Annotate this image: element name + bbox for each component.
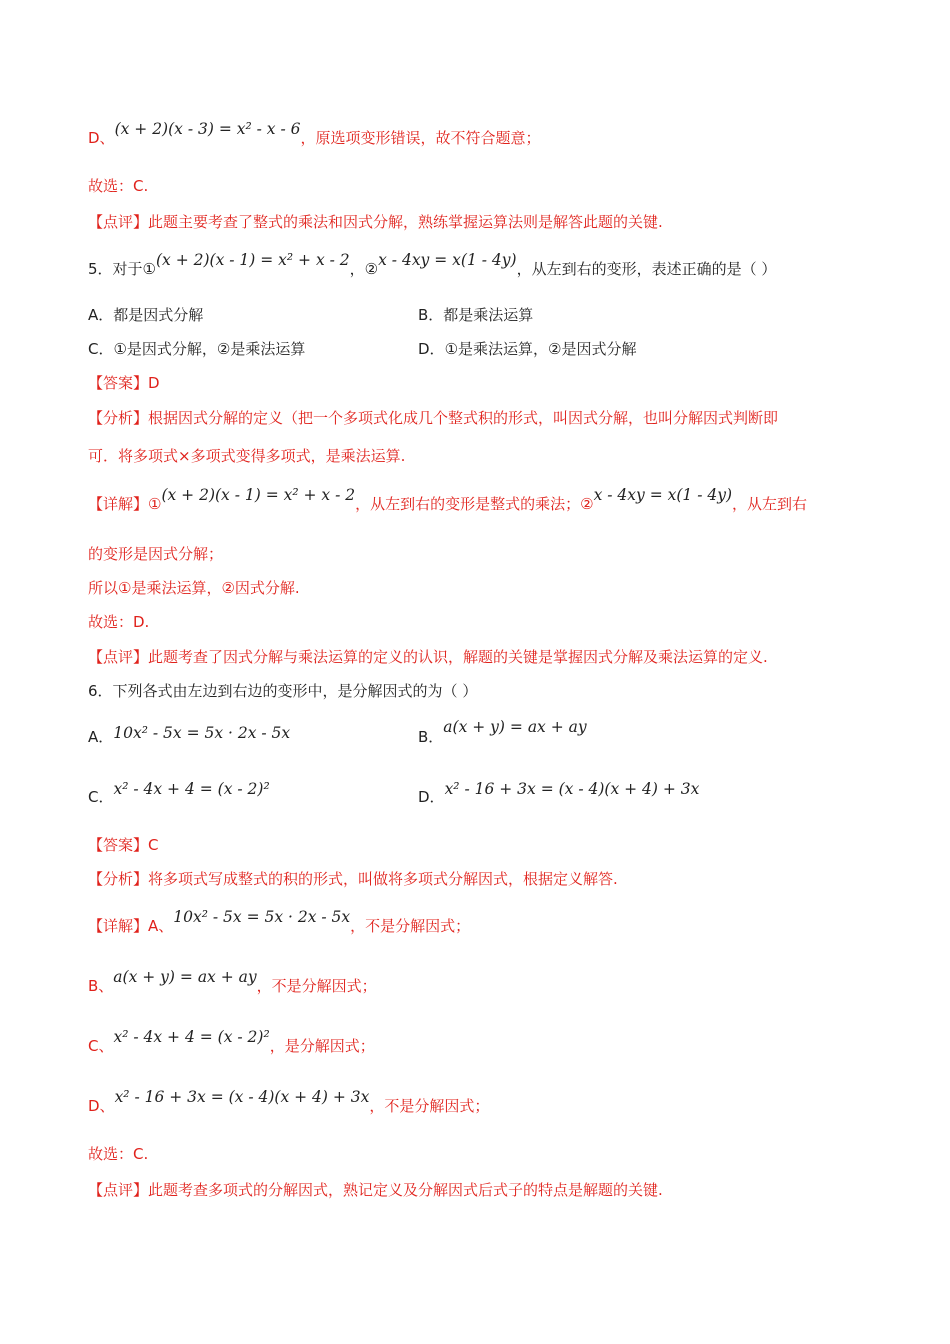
q6-option-d-expression: x² - 16 + 3x = (x - 4)(x + 4) + 3x bbox=[444, 780, 700, 798]
q6-answer: 【答案】C bbox=[88, 836, 159, 854]
q5-review: 【点评】此题考查了因式分解与乘法运算的定义的认识，解题的关键是掌握因式分解及乘法运算的定义. bbox=[88, 648, 768, 666]
q6-option-b-expression: a(x + y) = ax + ay bbox=[443, 718, 587, 736]
q6-option-b bbox=[418, 718, 587, 747]
q4-option-d bbox=[88, 120, 541, 148]
q5-stem bbox=[88, 251, 777, 279]
q6-option-b-letter: B． bbox=[418, 728, 444, 746]
q6-option-a-letter: A． bbox=[88, 728, 114, 746]
q6-detail-c-expression: x² - 4x + 4 = (x - 2)² bbox=[113, 1028, 270, 1046]
q4-option-d-comment: ，原选项变形错误，故不符合题意； bbox=[300, 129, 541, 147]
q5-stem-post: ，从左到右的变形，表述正确的是（ ） bbox=[516, 260, 777, 278]
q5-option-d-text: ①是乘法运算，②是因式分解 bbox=[444, 340, 637, 358]
q6-detail-b-expression: a(x + y) = ax + ay bbox=[113, 968, 257, 986]
q5-detail bbox=[88, 486, 808, 514]
q5-option-d-letter: D． bbox=[418, 340, 445, 358]
q5-stem-pre: 5．对于① bbox=[88, 260, 156, 278]
q6-detail-d-expression: x² - 16 + 3x = (x - 4)(x + 4) + 3x bbox=[114, 1088, 370, 1106]
q5-detail-post: ，从左到右 bbox=[732, 495, 808, 513]
q6-detail-a-expression: 10x² - 5x = 5x · 2x - 5x bbox=[173, 908, 351, 926]
q5-answer: 【答案】D bbox=[88, 374, 160, 392]
q6-option-d bbox=[418, 780, 700, 807]
q6-detail-c-comment: ，是分解因式； bbox=[269, 1037, 375, 1055]
q6-detail-d bbox=[88, 1088, 490, 1116]
q6-option-c-expression: x² - 4x + 4 = (x - 2)² bbox=[113, 780, 270, 798]
q6-choose: 故选：C. bbox=[88, 1145, 149, 1163]
q5-option-d bbox=[418, 339, 636, 359]
q5-expression-1: (x + 2)(x - 1) = x² + x - 2 bbox=[156, 251, 350, 269]
q6-detail-a-comment: ，不是分解因式； bbox=[350, 917, 471, 935]
q6-detail-a bbox=[88, 908, 471, 936]
q5-option-a-letter: A． bbox=[88, 306, 114, 324]
q5-analysis-line-1: 【分析】根据因式分解的定义（把一个多项式化成几个整式积的形式，叫因式分解，也叫分解因式判断即 bbox=[88, 409, 779, 427]
q5-option-c-text: ①是因式分解，②是乘法运算 bbox=[113, 340, 306, 358]
q5-option-b-text: 都是乘法运算 bbox=[443, 306, 534, 324]
q6-option-a-expression: 10x² - 5x = 5x · 2x - 5x bbox=[113, 724, 291, 742]
q6-option-c bbox=[88, 780, 270, 807]
q6-detail-c-label: C、 bbox=[88, 1037, 114, 1055]
q5-option-c-letter: C． bbox=[88, 340, 114, 358]
q6-analysis: 【分析】将多项式写成整式的积的形式，叫做将多项式分解因式，根据定义解答. bbox=[88, 870, 618, 888]
q4-option-d-label: D、 bbox=[88, 129, 115, 147]
q6-detail-b bbox=[88, 968, 377, 996]
q6-option-c-letter: C． bbox=[88, 788, 114, 806]
q6-detail-d-label: D、 bbox=[88, 1097, 115, 1115]
q6-detail-d-comment: ，不是分解因式； bbox=[369, 1097, 490, 1115]
q6-detail-b-comment: ，不是分解因式； bbox=[256, 977, 377, 995]
q6-stem: 6．下列各式由左边到右边的变形中，是分解因式的为（ ） bbox=[88, 682, 478, 700]
q5-detail-line-3: 所以①是乘法运算，②因式分解. bbox=[88, 579, 300, 597]
q5-choose: 故选：D. bbox=[88, 613, 150, 631]
q5-analysis-line-2: 可．将多项式×多项式变得多项式，是乘法运算. bbox=[88, 447, 406, 465]
q5-option-a bbox=[88, 305, 203, 325]
q4-option-d-expression: (x + 2)(x - 3) = x² - x - 6 bbox=[114, 120, 301, 138]
q4-choose: 故选：C. bbox=[88, 177, 149, 195]
q5-stem-sep: ，② bbox=[349, 260, 379, 278]
q5-expression-2: x - 4xy = x(1 - 4y) bbox=[378, 251, 517, 269]
q5-option-a-text: 都是因式分解 bbox=[113, 306, 204, 324]
q5-detail-expression-1: (x + 2)(x - 1) = x² + x - 2 bbox=[161, 486, 356, 504]
q6-detail-b-label: B、 bbox=[88, 977, 114, 995]
q5-option-b-letter: B． bbox=[418, 306, 444, 324]
q6-detail-c bbox=[88, 1028, 375, 1056]
q5-detail-pre: 【详解】① bbox=[88, 495, 162, 513]
q5-detail-expression-2: x - 4xy = x(1 - 4y) bbox=[593, 486, 733, 504]
q5-option-b bbox=[418, 305, 533, 325]
q6-option-d-letter: D． bbox=[418, 788, 445, 806]
q6-option-a bbox=[88, 724, 291, 747]
q5-detail-line-2: 的变形是因式分解； bbox=[88, 545, 224, 563]
q6-review: 【点评】此题考查多项式的分解因式，熟记定义及分解因式后式子的特点是解题的关键. bbox=[88, 1181, 663, 1199]
q5-option-c bbox=[88, 339, 305, 359]
q4-review: 【点评】此题主要考查了整式的乘法和因式分解，熟练掌握运算法则是解答此题的关键. bbox=[88, 213, 663, 231]
q6-detail-a-label: 【详解】A、 bbox=[88, 917, 174, 935]
q5-detail-mid: ，从左到右的变形是整式的乘法；② bbox=[355, 495, 594, 513]
